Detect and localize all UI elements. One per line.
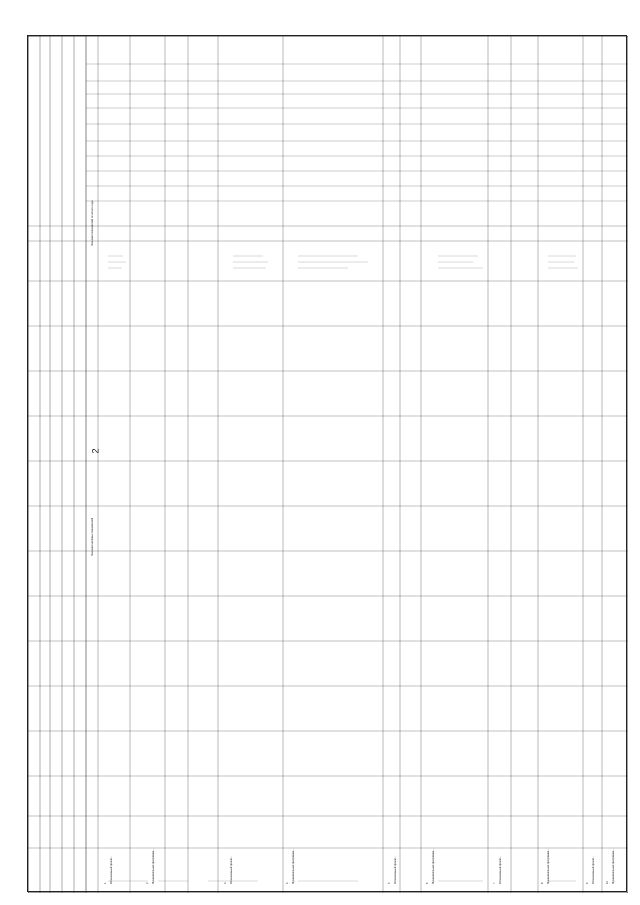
row-name: Муниципальная программа... — [432, 848, 435, 884]
row-code: 1 — [104, 882, 107, 884]
rotated-table-sheet — [27, 35, 627, 892]
row-code: 9 — [586, 882, 589, 884]
row-name: Региональный проект... — [499, 855, 502, 884]
row-code: 6 — [426, 882, 429, 884]
row-name: Региональный проект... — [592, 855, 595, 884]
row-code: 8 — [541, 882, 544, 884]
row-code: 2 — [146, 882, 149, 884]
table-grid — [28, 36, 628, 893]
row-name: Муниципальная программа... — [152, 848, 155, 884]
table-title-right: Значения показателей отчетного года — [91, 200, 94, 246]
row-name: Муниципальная программа... — [612, 848, 615, 884]
row-name: Региональный проект... — [394, 855, 397, 884]
row-code: 10 — [606, 881, 609, 884]
row-name: Муниципальная программа... — [292, 848, 295, 884]
row-code: 5 — [388, 882, 391, 884]
row-name: Региональный проект... — [110, 855, 113, 884]
row-code: 4 — [286, 882, 289, 884]
row-code: 7 — [493, 882, 496, 884]
page-number: 2 — [90, 448, 101, 454]
row-name: Муниципальная программа... — [547, 848, 550, 884]
row-name: Региональный проект... — [230, 855, 233, 884]
table-title: Значения целевых показателей — [91, 517, 94, 556]
row-code: 3 — [224, 882, 227, 884]
